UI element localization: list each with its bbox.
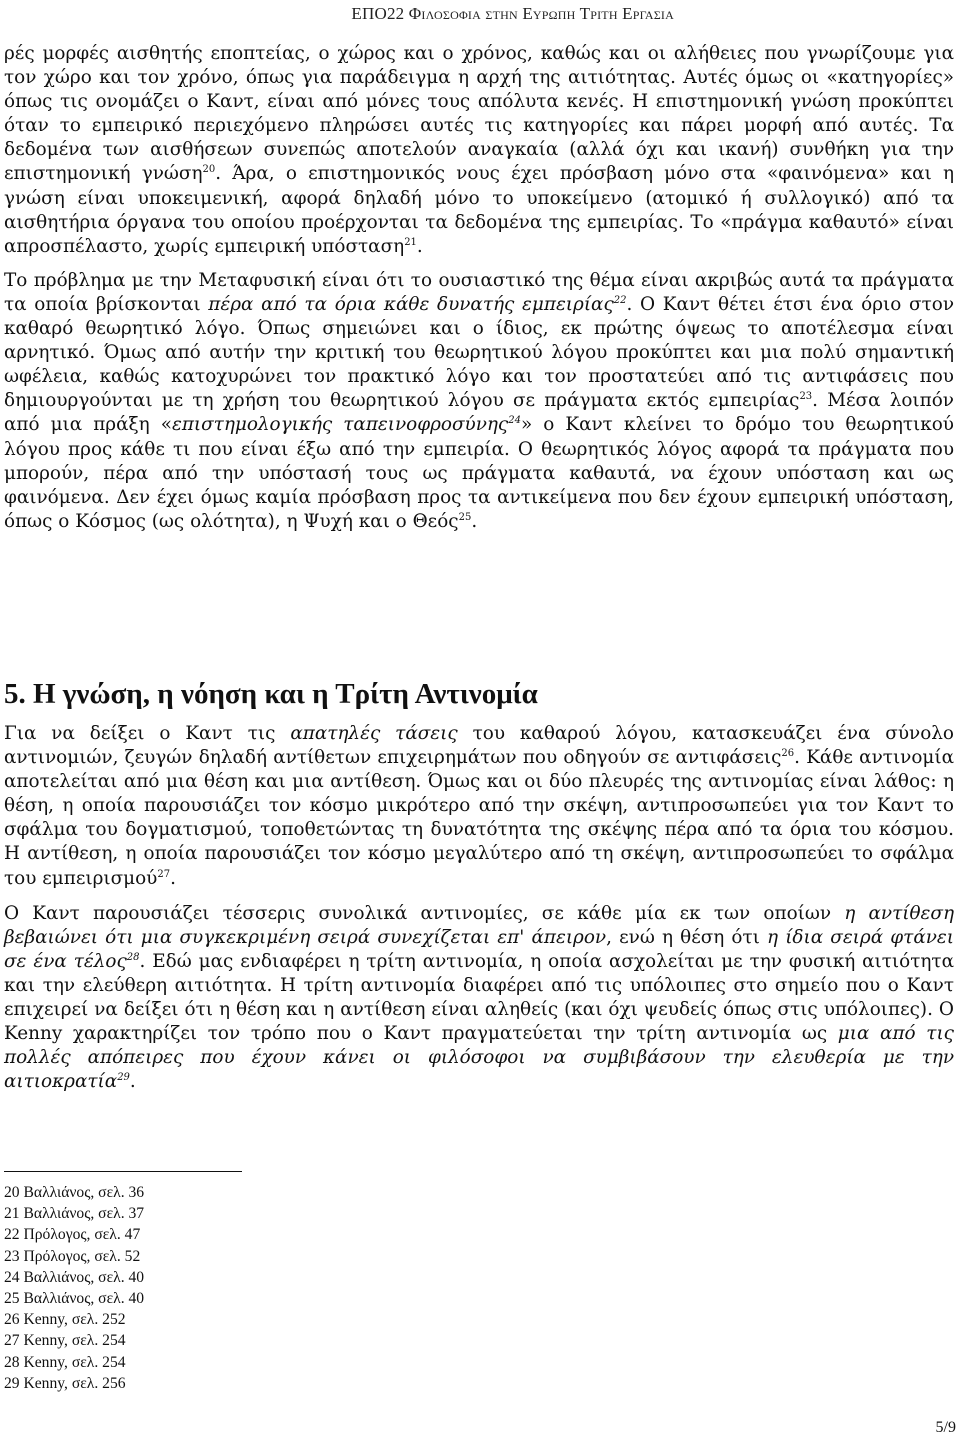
body-text-top (4, 42, 954, 545)
paragraph-1 (4, 42, 954, 259)
text-run: » ο Καντ κλείνει το δρόμο του θεωρητικού λόγου προς κάθε τι που είναι έξω από την εμπειρία. Ο θεωρητικός λόγος αφορά τα πράγματα που μπορούν, πέρα από την υπόστασή τους ως πράγματα καθαυτά, να έχουν υπόσταση και ως φαινόμενα. Δεν έχει όμως καμία πρόσβαση προς τα αντικείμενα που δεν έχουν εμπειρική υπόσταση, όπως ο Κόσμος (ως ολότητα), η Ψυχή και ο Θεός (4, 414, 954, 532)
text-run: . (129, 1071, 136, 1093)
footnote-item: 26 Kenny, σελ. 252 (4, 1311, 126, 1329)
footnote-ref-23[interactable]: 23 (799, 391, 813, 403)
footnote-item: 23 Πρόλογος, σελ. 52 (4, 1247, 141, 1265)
footnote-item: 20 Βαλλιάνος, σελ. 36 (4, 1184, 145, 1201)
text-run: . Μέσα λοιπόν από μια πράξη « (4, 390, 954, 436)
footnote-item: 22 Πρόλογος, σελ. 47 (4, 1226, 141, 1244)
text-run: , ενώ η θέση ότι (606, 926, 768, 948)
page-number: 5/9 (935, 1419, 956, 1436)
text-run: μια από τις πολλές απόπειρες που έχουν κάνει οι φιλόσοφοι να συμβιβάσουν την ελευθερία με την αιτιοκρατία (4, 1023, 954, 1093)
footnote-ref-22[interactable]: 22 (613, 294, 627, 306)
footnote-item: 28 Kenny, σελ. 254 (4, 1353, 126, 1371)
footnote-item: 27 Kenny, σελ. 254 (4, 1332, 126, 1350)
footnote-item: 29 Kenny, σελ. 256 (4, 1374, 126, 1392)
section-heading: 5. Η γνώση, η νόηση και η Τρίτη Αντινομία (4, 678, 538, 710)
text-run: πέρα από τα όρια κάθε δυνατής εμπειρίας (208, 293, 614, 315)
text-run: . Άρα, ο επιστημονικός νους έχει πρόσβαση μόνο στα «φαινόμενα» και η γνώση είναι υποκειμενική, αφορά δηλαδή μόνο το υποκείμενο (ατομικό ή συλλογικό) από τα αισθητήρια όργανα του οποίου προέρχονται τα δεδομένα της εμπειρίας. Το «πράγμα καθαυτό» είναι απροσπέλαστο, χωρίς εμπειρική υπόσταση (4, 163, 954, 257)
text-run: . Ο Καντ θέτει έτσι ένα όριο στον καθαρό θεωρητικό λόγο. Όπως σημειώνει και ο ίδιος, εκ πρώτης όψεως το αποτέλεσμα είναι αρνητικό. Όμως από αυτήν την κριτική του θεωρητικού λόγου προκύπτει και μια πολύ σημαντική ωφέλεια, καθώς κατοχυρώνει τον πρακτικό λόγο και τον προστατεύει από τις αντιφάσεις που δημιουργούνται με τη χρήση του θεωρητικού λόγου σε πράγματα εκτός εμπειρίας (4, 293, 954, 412)
emphasis (172, 414, 521, 435)
text-run: Το πρόβλημα με την Μεταφυσική είναι ότι το ουσιαστικό της θέμα είναι ακριβώς αυτά τα πράγματα τα οποία βρίσκονται (4, 269, 954, 315)
footnote-item: 25 Βαλλιάνος, σελ. 40 (4, 1290, 145, 1308)
footnote-ref-21[interactable]: 21 (404, 236, 417, 248)
text-run: . (416, 235, 423, 257)
running-header: ΕΠΟ22 Φιλοσοφια στην Ευρωπη Τριτη Εργασια (351, 4, 674, 23)
paragraph-4 (4, 902, 954, 1095)
paragraph-2 (4, 269, 954, 534)
text-run: . Εδώ μας ενδιαφέρει η τρίτη αντινομία, η οποία ασχολείται με την φυσική αιτιότητα και την ελεύθερη αιτιότητα. Η τρίτη αντινομία διαφέρει από τις υπόλοιπες στο σημείο που ο Καντ επιχειρεί να δείξει ότι η θέση και η αντίθεση είναι αληθείς (και όχι ψευδείς όπως στις υπόλοιπες). Ο Kenny χαρακτηρίζει τον τρόπο που ο Καντ πραγματεύεται την τρίτη αντινομία ως (4, 950, 954, 1045)
footnote-ref-26[interactable]: 26 (781, 748, 795, 760)
footnote-ref-24[interactable]: 24 (508, 415, 521, 427)
footnote-item: 21 Βαλλιάνος, σελ. 37 (4, 1205, 145, 1223)
emphasis (208, 294, 626, 315)
footnote-ref-28[interactable]: 28 (126, 951, 140, 963)
paragraph-3 (4, 722, 954, 891)
text-run: Ο Καντ παρουσιάζει τέσσερις συνολικά αντινομίες, σε κάθε μία εκ των οποίων (4, 902, 845, 924)
text-run: του καθαρού λόγου, κατασκευάζει ένα σύνολο αντινομιών, ζευγών δηλαδή αντίθετων επιχειρημάτων που οδηγούν σε αντιφάσεις (4, 723, 954, 769)
footnotes-list (4, 1182, 144, 1394)
text-run: . Κάθε αντινομία αποτελείται από μια θέση και μια αντίθεση. Όμως και οι δύο πλευρές της αντινομίας είναι λάθος: η θέση, η οποία παρουσιάζει τον κόσμο μικρότερο από την σκέψη, αντιπροσωπεύει για τον Καντ το σφάλμα του δογματισμού, τοποθετώντας τη δυνατότητα της σκέψης πέρα από τα όρια του κόσμου. Η αντίθεση, η οποία παρουσιάζει τον κόσμο μεγαλύτερο από τη σκέψη, αντιπροσωπεύει το σφάλμα του εμπειρισμού (4, 747, 954, 889)
body-text-bottom (4, 722, 954, 1105)
text-run: επιστημολογικής ταπεινοφροσύνης (171, 414, 509, 436)
text-run: . (170, 867, 176, 889)
footnote-separator (4, 1171, 242, 1172)
text-run: . (471, 510, 478, 532)
emphasis: η αντίθεση βεβαιώνει ότι μια συγκεκριμένη σειρά συνεχίζεται επ' άπειρον (4, 902, 954, 948)
footnote-ref-20[interactable]: 20 (202, 164, 216, 176)
footnote-ref-27[interactable]: 27 (157, 868, 171, 880)
text-run: ρές μορφές αισθητής εποπτείας, ο χώρος και ο χρόνος, καθώς και οι αλήθειες που γνωρίζουμε για τον χώρο και τον χρόνο, όπως για παράδειγμα η αρχή της αιτιότητας. Αυτές όμως οι «κατηγορίες» όπως τις ονομάζει ο Καντ, είναι από μόνες τους απόλυτα κενές. Η επιστημονική γνώση προκύπτει όταν το εμπειρικό περιεχόμενο πληρώσει αυτές τις κατηγορίες και πάρει μορφή από αυτές. Τα δεδομένα των αισθήσεων συνεπώς αποτελούν αναγκαία (αλλά όχι και ικανή) συνθήκη για την επιστημονική γνώση (4, 43, 954, 185)
text-run: Για να δείξει ο Καντ τις (4, 723, 291, 744)
footnote-item: 24 Βαλλιάνος, σελ. 40 (4, 1268, 145, 1286)
footnote-ref-25[interactable]: 25 (458, 511, 472, 523)
emphasis: απατηλές τάσεις (290, 723, 458, 744)
footnote-ref-29[interactable]: 29 (117, 1072, 130, 1084)
text-run: η ίδια σειρά φτάνει σε ένα τέλος (4, 926, 954, 972)
